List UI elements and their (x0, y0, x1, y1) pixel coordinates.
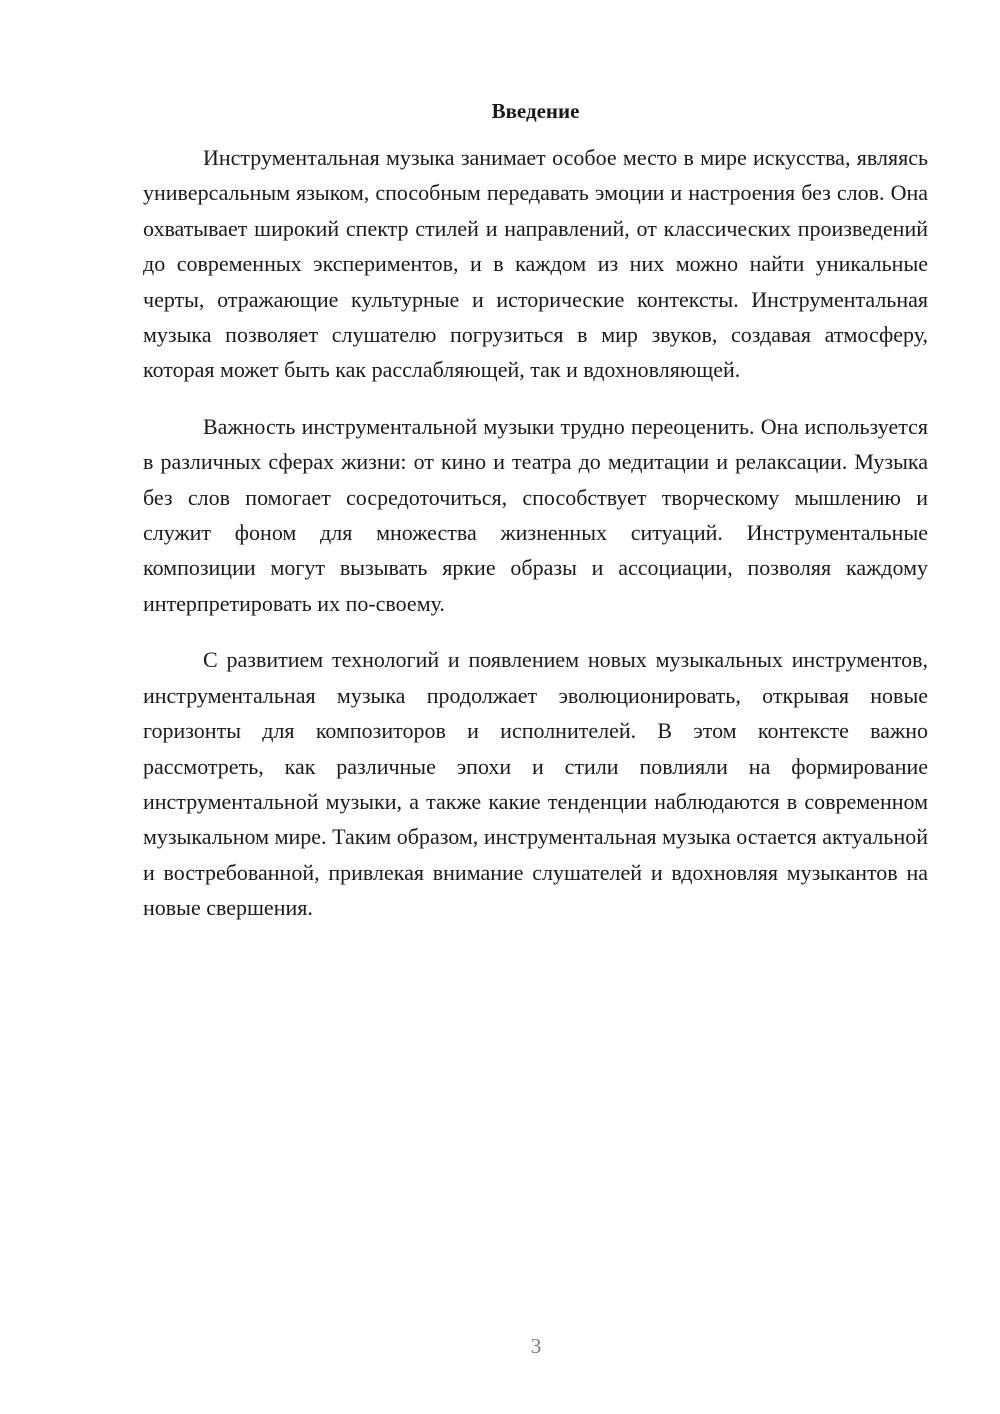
page-content (143, 96, 928, 926)
paragraph-2: Важность инструментальной музыки трудно переоценить. Она используется в различных сферах жизни: от кино и театра до медитации и релаксации. Музыка без слов помогает сосредоточиться, способствует творческому мышлению и служит фоном для множества жизненных ситуаций. Инструментальные композиции могут вызывать яркие образы и ассоциации, позволяя каждому интерпретировать их по-своему. (143, 413, 928, 616)
page-number: 3 (530, 1334, 542, 1358)
section-title: Введение (491, 99, 580, 123)
paragraph-3: С развитием технологий и появлением новых музыкальных инструментов, инструментальная музыка продолжает эволюционировать, открывая новые горизонты для композиторов и исполнителей. В этом контексте важно рассмотреть, как различные эпохи и стили повлияли на формирование инструментальной музыки, а также какие тенденции наблюдаются в современном музыкальном мире. Таким образом, инструментальная музыка остается актуальной и востребованной, привлекая внимание слушателей и вдохновляя музыкантов на новые свершения. (143, 647, 928, 921)
paragraph-1: Инструментальная музыка занимает особое место в мире искусства, являясь универсальным языком, способным передавать эмоции и настроения без слов. Она охватывает широкий спектр стилей и направлений, от классических произведений до современных экспериментов, и в каждом из них можно найти уникальные черты, отражающие культурные и исторические контексты. Инструментальная музыка позволяет слушателю погрузиться в мир звуков, создавая атмосферу, которая может быть как расслабляющей, так и вдохновляющей. (143, 145, 928, 383)
